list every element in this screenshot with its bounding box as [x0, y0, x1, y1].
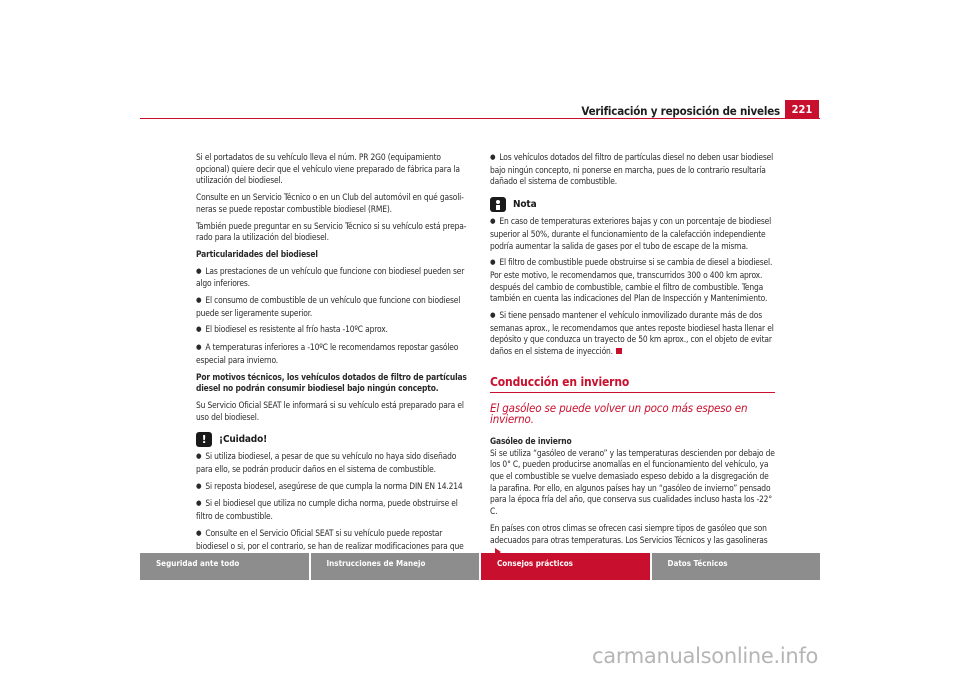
- bullet-item: ● El consumo de combustible de un vehículo que funcione con biodiesel puede ser ligeramente superior.: [196, 295, 472, 319]
- bullet-item: ● Los vehículos dotados del filtro de partículas diesel no deben usar biodiesel bajo ningún concepto, ni ponerse en marcha, pues de lo contrario resultaría dañado el sistema de combustible.: [490, 152, 775, 188]
- footer-tab-consejos[interactable]: Consejos prácticos: [481, 553, 652, 580]
- section-subtitle: El gasóleo se puede volver un poco más espeso en invierno.: [490, 400, 748, 427]
- paragraph: Consulte en un Servicio Técnico o en un Club del automóvil en qué gasolineras se puede repostar combustible biodiesel (RME).: [196, 192, 464, 214]
- info-icon: [490, 197, 506, 212]
- header-divider: [140, 118, 820, 119]
- paragraph: También puede preguntar en su Servicio Técnico si su vehículo está preparado para la utilización del biodiesel.: [196, 220, 467, 243]
- footer-tab-seguridad[interactable]: Seguridad ante todo: [140, 553, 311, 580]
- caution-bullet: ● Consulte en el Servicio Oficial SEAT si su vehículo puede repostar biodiesel o si, por el contrario, se han de realizar modificaciones para que: [196, 528, 472, 564]
- note-header: [490, 197, 775, 212]
- caution-header: [196, 432, 472, 447]
- footer-tab-instrucciones[interactable]: Instrucciones de Manejo: [311, 553, 482, 580]
- note-bullet: ● En caso de temperaturas exteriores bajas y con un porcentaje de biodiesel superior al 50%, durante el funcionamiento de la calefacción independiente podría aumentar la salida de gases por el tubo de escape de la misma.: [490, 216, 775, 252]
- subheading-particularidades: Particularidades del biodiesel: [196, 248, 318, 259]
- caution-bullet: ● Si el biodiesel que utiliza no cumple dicha norma, puede obstruirse el filtro de combustible.: [196, 498, 472, 522]
- footer-tab-datos[interactable]: Datos Técnicos: [652, 553, 821, 580]
- warning-icon: !: [196, 432, 212, 447]
- caution-title: ¡Cuidado!: [219, 434, 268, 445]
- note-bullet-last: [490, 310, 775, 358]
- footer-nav: [140, 553, 820, 580]
- note-title: Nota: [513, 198, 537, 210]
- section-title: Conducción en invierno: [490, 377, 775, 393]
- end-of-section-icon: [616, 348, 622, 354]
- bullet-item: ● A temperaturas inferiores a -10ºC le recomendamos repostar gasóleo especial para invierno.: [196, 342, 472, 366]
- caution-bullet: ● Si utiliza biodiesel, a pesar de que su vehículo no haya sido diseñado para ello, se podrán producir daños en el sistema de combustible.: [196, 451, 472, 475]
- note-bullet: ● Si tiene pensado mantener el vehículo inmovilizado durante más de dos semanas aprox., le recomendamos que antes reposte biodiesel hasta llenar el depósito y que conduzca un trayecto de 50 km aprox., con el objeto de evitar daños en el sistema de inyección.: [490, 310, 774, 356]
- caution-bullet: ● Si reposta biodesel, asegúrese de que cumpla la norma DIN EN 14.214: [196, 481, 472, 494]
- right-column: [490, 152, 775, 563]
- paragraph: Si el portadatos de su vehículo lleva el núm. PR 2G0 (equipamiento opcional) quiere decir que el vehículo viene preparado de fábrica para la utilización del biodiesel.: [196, 152, 460, 186]
- watermark: carmanualsonline.info: [592, 644, 819, 668]
- paragraph: Si se utiliza “gasóleo de verano” y las temperaturas descienden por debajo de los 0° C, pueden producirse anomalías en el funcionamiento del vehículo, ya que el combustible se vuelve demasiado espeso debido a la disgregación de la parafina. Por ello, en algunos países hay un “gasóleo de invierno” pensado para la época fría del año, que conserva sus cualidades incluso hasta los -22° C.: [490, 447, 775, 517]
- bullet-item: ● El biodiesel es resistente al frío hasta -10ºC aprox.: [196, 324, 472, 337]
- bullet-item: ● Las prestaciones de un vehículo que funcione con biodiesel pueden ser algo inferiores.: [196, 266, 472, 290]
- bold-paragraph: Por motivos técnicos, los vehículos dotados de filtro de partículas diesel no podrán consumir biodiesel bajo ningún concepto.: [196, 371, 467, 394]
- paragraph: Su Servicio Oficial SEAT le informará si su vehículo está preparado para el uso del biodiesel.: [196, 399, 464, 422]
- subheading-gasoleo: Gasóleo de invierno: [490, 435, 572, 446]
- left-column: [196, 152, 472, 569]
- page-number: 221: [785, 100, 819, 119]
- paragraph: En países con otros climas se ofrecen casi siempre tipos de gasóleo que son adecuados para otras temperaturas. Los Servicios Técnicos y las gasolineras: [490, 522, 768, 545]
- note-bullet: ● El filtro de combustible puede obstruirse si se cambia de diesel a biodiesel. Por este motivo, le recomendamos que, transcurridos 300 o 400 km aprox. después del cambio de combustible, cambie el filtro de combustible. Tenga también en cuenta las indicaciones del Plan de Inspección y Mantenimiento.: [490, 257, 775, 305]
- page-header-title: Verificación y reposición de niveles: [581, 104, 780, 118]
